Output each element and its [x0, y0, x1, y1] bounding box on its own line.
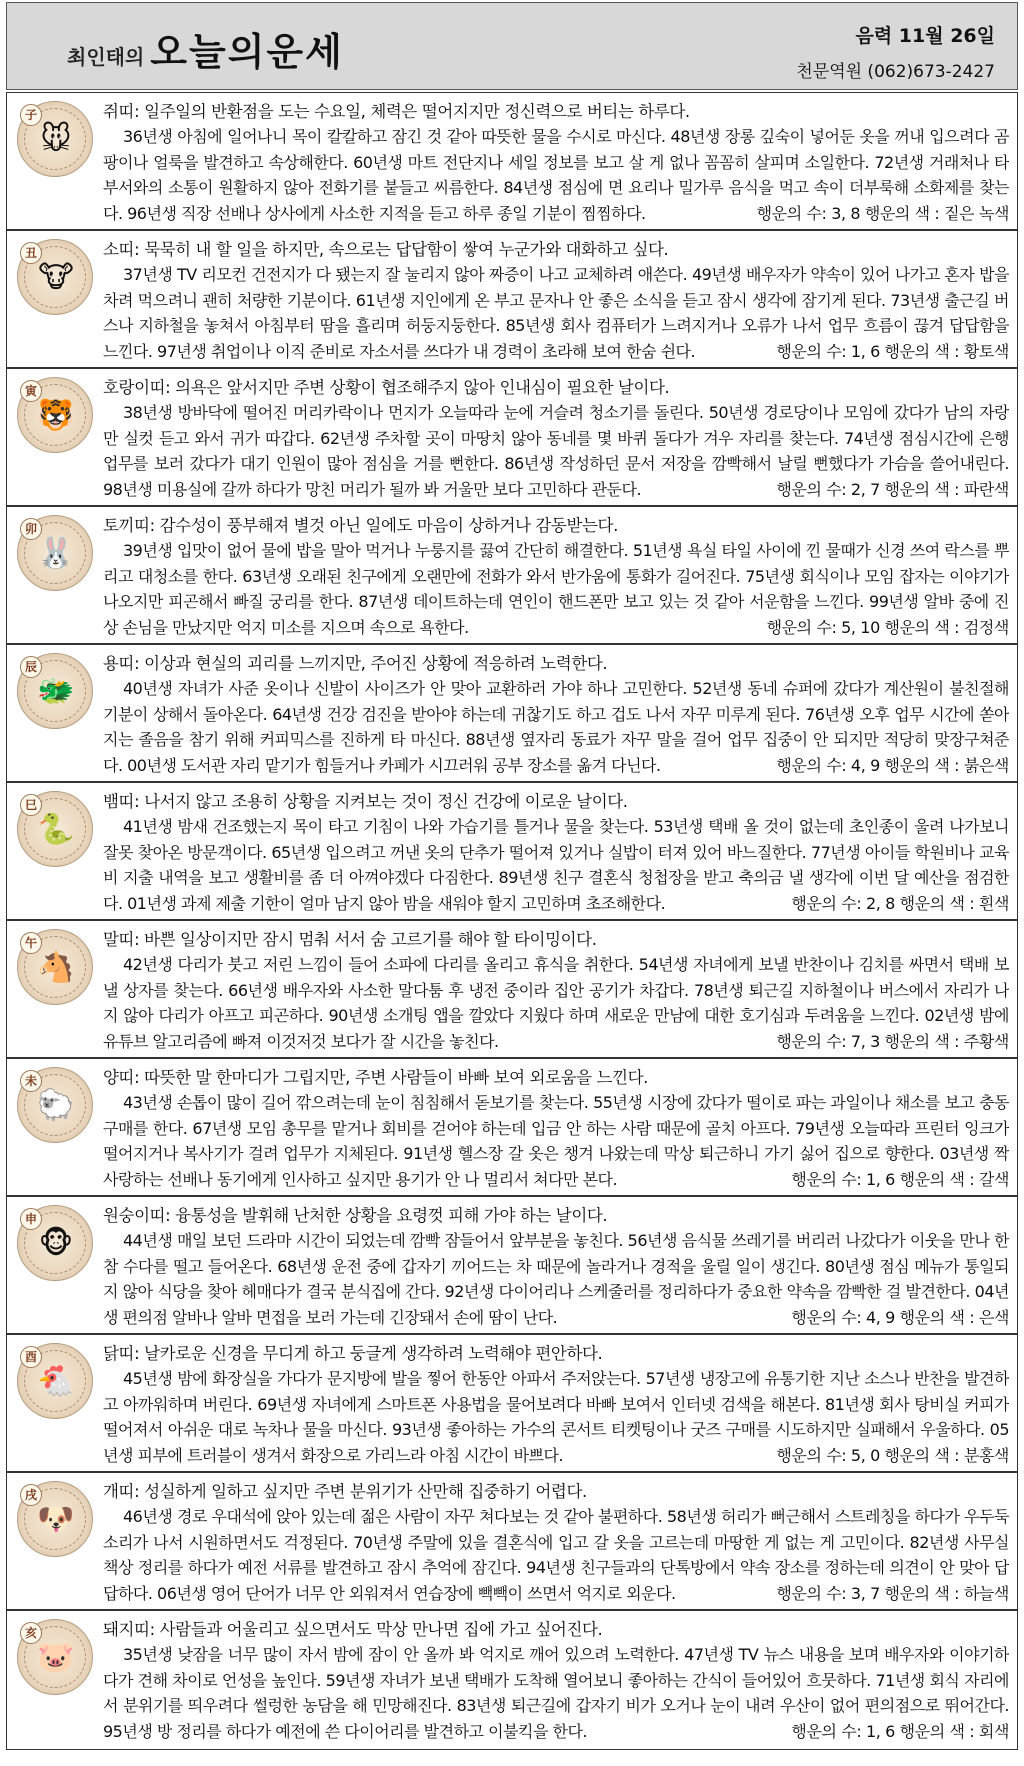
- rabbit-icon: [17, 515, 93, 591]
- fortune-content: [103, 927, 1009, 1053]
- fortune-entry: [7, 507, 1017, 645]
- fortune-headline: 닭띠: 날카로운 신경을 무디게 하고 둥글게 생각하려 노력해야 편안하다.: [103, 1344, 603, 1363]
- fortune-text: 35년생 낮잠을 너무 많이 자서 밤에 잠이 안 올까 봐 억지로 깨어 있으려 노력한다. 47년생 TV 뉴스 내용을 보며 배우자와 이야기하다가 견해 차이로 언성을 높인다. 59년생 자녀가 보낸 택배가 도착해 열어보니 좋아하는 간식이 들어있어 흐뭇하다. 71년생 회식 자리에서 분위기를 띄우려다 썰렁한 농담을 해 민망해진다. 83년생 퇴근길에 갑자기 비가 오거나 눈이 내려 우산이 없어 편의점으로 뛰어간다. 95년생 방 정리를 하다가 예전에 쓴 다이어리를 발견하고 이불킥을 한다.: [103, 1645, 1009, 1741]
- fortune-content: [103, 1341, 1009, 1467]
- brand: [67, 21, 344, 76]
- zodiac-hanja: 申: [20, 1208, 42, 1230]
- lucky-info: 행운의 수: 1, 6 행운의 색 : 회색: [791, 1721, 1009, 1741]
- fortune-list: [6, 92, 1018, 1750]
- lucky-info: 행운의 수: 1, 6 행운의 색 : 황토색: [776, 341, 1009, 361]
- pig-icon: [17, 1619, 93, 1695]
- lucky-info: 행운의 수: 3, 8 행운의 색 : 짙은 녹색: [756, 203, 1009, 223]
- zodiac-figure: 🐍: [37, 812, 75, 847]
- fortune-headline: 토끼띠: 감수성이 풍부해져 별것 아닌 일에도 마음이 상하거나 감동받는다.: [103, 516, 618, 535]
- fortune-text: 45년생 밤에 화장실을 가다가 문지방에 발을 찧어 한동안 아파서 주저앉는다. 57년생 냉장고에 유통기한 지난 소스나 반찬을 발견하고 아까워하며 버린다. 69년생 자녀에게 스마트폰 사용법을 물어보려다 바빠 보여서 인터넷 검색을 해본다. 81년생 회사 탕비실 커피가 떨어져서 아쉬운 대로 녹차나 물을 마신다. 93년생 좋아하는 가수의 콘서트 티켓팅이나 굿즈 구매를 시도하지만 실패해서 우울하다. 05년생 피부에 트러블이 생겨서 화장으로 가리느라 아침 시간이 바쁘다.: [103, 1369, 1009, 1465]
- fortune-entry: [7, 645, 1017, 783]
- zodiac-hanja: 戌: [20, 1484, 42, 1506]
- zodiac-hanja: 辰: [20, 656, 42, 678]
- fortune-entry: [7, 1059, 1017, 1197]
- rooster-icon: [17, 1343, 93, 1419]
- fortune-entry: [7, 1335, 1017, 1473]
- fortune-text: 38년생 방바닥에 떨어진 머리카락이나 먼지가 오늘따라 눈에 거슬려 청소기를 돌린다. 50년생 경로당이나 모임에 갔다가 남의 자랑만 실컷 듣고 와서 귀가 따갑다. 62년생 주차할 곳이 마땅치 않아 동네를 몇 바퀴 돌다가 겨우 자리를 찾는다. 74년생 점심시간에 은행 업무를 보러 갔다가 대기 인원이 많아 점심을 거를 뻔한다. 86년생 작성하던 문서 저장을 깜빡해서 날릴 뻔했다가 가슴을 쓸어내린다. 98년생 미용실에 갈까 하다가 망친 머리가 될까 봐 거울만 보다 고민하다 관둔다.: [103, 403, 1009, 499]
- fortune-entry: [7, 231, 1017, 369]
- fortune-entry: [7, 921, 1017, 1059]
- fortune-body: [103, 676, 1009, 778]
- zodiac-figure: 🐴: [37, 950, 75, 985]
- zodiac-hanja: 亥: [20, 1622, 42, 1644]
- fortune-body: [103, 1642, 1009, 1744]
- zodiac-hanja: 寅: [20, 380, 42, 402]
- fortune-headline: 원숭이띠: 융통성을 발휘해 난처한 상황을 요령껏 피해 가야 하는 날이다.: [103, 1206, 608, 1225]
- lucky-info: 행운의 수: 5, 0 행운의 색 : 분홍색: [776, 1445, 1009, 1465]
- dragon-icon: [17, 653, 93, 729]
- fortune-headline: 개띠: 성실하게 일하고 싶지만 주변 분위기가 산만해 집중하기 어렵다.: [103, 1482, 587, 1501]
- fortune-body: [103, 538, 1009, 640]
- zodiac-hanja: 丑: [20, 242, 42, 264]
- fortune-text: 43년생 손톱이 많이 길어 깎으려는데 눈이 침침해서 돋보기를 찾는다. 55년생 시장에 갔다가 떨이로 파는 과일이나 채소를 보고 충동구매를 한다. 67년생 모임 총무를 맡거나 회비를 걷어야 하는데 입금 안 하는 사람 때문에 골치 아프다. 79년생 오늘따라 프린터 잉크가 떨어지거나 복사기가 걸려 업무가 지체된다. 91년생 헬스장 갈 옷은 챙겨 나왔는데 막상 퇴근하니 가기 싫어 집으로 향한다. 03년생 짝사랑하는 선배나 동기에게 인사하고 싶지만 용기가 안 나 멀리서 쳐다만 본다.: [103, 1093, 1009, 1189]
- lucky-info: 행운의 수: 5, 10 행운의 색 : 검정색: [766, 617, 1009, 637]
- lucky-info: 행운의 수: 4, 9 행운의 색 : 붉은색: [776, 755, 1009, 775]
- rat-icon: [17, 101, 93, 177]
- fortune-entry: [7, 93, 1017, 231]
- brand-title: 오늘의운세: [150, 30, 344, 74]
- fortune-body: [103, 400, 1009, 502]
- fortune-content: [103, 99, 1009, 225]
- fortune-content: [103, 1203, 1009, 1329]
- zodiac-figure: 🐑: [37, 1088, 75, 1123]
- fortune-entry: [7, 1197, 1017, 1335]
- brand-prefix: 최인태의: [67, 45, 145, 69]
- fortune-text: 44년생 매일 보던 드라마 시간이 되었는데 깜빡 잠들어서 앞부분을 놓친다. 56년생 음식물 쓰레기를 버리러 나갔다가 이웃을 만나 한참 수다를 떨고 들어온다. 68년생 운전 중에 갑자기 끼어드는 차 때문에 놀라거나 경적을 울릴 일이 생긴다. 80년생 점심 메뉴가 통일되지 않아 식당을 찾아 헤매다가 결국 분식집에 간다. 92년생 다이어리나 스케줄러를 정리하다가 중요한 약속을 깜빡한 걸 발견한다. 04년생 편의점 알바나 알바 면접을 보러 가는데 긴장돼서 손에 땀이 난다.: [103, 1231, 1009, 1327]
- fortune-entry: [7, 369, 1017, 507]
- fortune-text: 41년생 밤새 건조했는지 목이 타고 기침이 나와 가습기를 틀거나 물을 찾는다. 53년생 택배 올 것이 없는데 초인종이 울려 나가보니 잘못 찾아온 방문객이다. 65년생 입으려고 꺼낸 옷의 단추가 떨어져 있거나 실밥이 터져 있어 바느질한다. 77년생 아이들 학원비나 교육비 지출 내역을 보고 생활비를 좀 더 아껴야겠다 다짐한다. 89년생 친구 결혼식 청첩장을 받고 축의금 낼 생각에 이번 달 예산을 점검한다. 01년생 과제 제출 기한이 얼마 남지 않아 밤을 새워야 할지 고민하며 초조해한다.: [103, 817, 1009, 913]
- tiger-icon: [17, 377, 93, 453]
- fortune-text: 42년생 다리가 붓고 저린 느낌이 들어 소파에 다리를 올리고 휴식을 취한다. 54년생 자녀에게 보낼 반찬이나 김치를 싸면서 택배 보낼 상자를 찾는다. 66년생 배우자와 사소한 말다툼 후 냉전 중이라 집안 공기가 차갑다. 78년생 퇴근길 지하철이나 버스에서 자리가 나지 않아 다리가 아프고 피곤하다. 90년생 소개팅 앱을 깔았다 지웠다 하며 새로운 만남에 대한 호기심과 두려움을 느낀다. 02년생 밤에 유튜브 알고리즘에 빠져 이것저것 보다가 잘 시간을 놓친다.: [103, 955, 1009, 1051]
- fortune-body: [103, 1504, 1009, 1606]
- monkey-icon: [17, 1205, 93, 1281]
- lucky-info: 행운의 수: 2, 7 행운의 색 : 파란색: [776, 479, 1009, 499]
- fortune-body: [103, 1090, 1009, 1192]
- lunar-date: 음력 11월 26일: [855, 25, 995, 47]
- snake-icon: [17, 791, 93, 867]
- zodiac-figure: 🐰: [37, 536, 75, 571]
- ox-icon: [17, 239, 93, 315]
- fortune-content: [103, 1617, 1009, 1743]
- fortune-content: [103, 1479, 1009, 1605]
- dog-icon: [17, 1481, 93, 1557]
- header: [6, 2, 1018, 90]
- zodiac-hanja: 未: [20, 1070, 42, 1092]
- fortune-body: [103, 1228, 1009, 1330]
- zodiac-figure: 🐲: [37, 674, 75, 709]
- lucky-info: 행운의 수: 7, 3 행운의 색 : 주황색: [776, 1031, 1009, 1051]
- zodiac-figure: 🐔: [37, 1364, 75, 1399]
- fortune-content: [103, 651, 1009, 777]
- fortune-text: 40년생 자녀가 사준 옷이나 신발이 사이즈가 안 맞아 교환하러 가야 하나 고민한다. 52년생 동네 슈퍼에 갔다가 계산원이 불친절해 기분이 상해서 돌아온다. 64년생 건강 검진을 받아야 하는데 귀찮기도 하고 겁도 나서 자꾸 미루게 된다. 76년생 오후 업무 시간에 쏟아지는 졸음을 참기 위해 커피믹스를 진하게 타 마신다. 88년생 옆자리 동료가 자꾸 말을 걸어 업무 집중이 안 되지만 적당히 맞장구쳐준다. 00년생 도서관 자리 맡기가 힘들거나 카페가 시끄러워 공부 장소를 옮겨 다닌다.: [103, 679, 1009, 775]
- lucky-info: 행운의 수: 3, 7 행운의 색 : 하늘색: [776, 1583, 1009, 1603]
- fortune-text: 37년생 TV 리모컨 건전지가 다 됐는지 잘 눌리지 않아 짜증이 나고 교체하려 애쓴다. 49년생 배우자가 약속이 있어 나가고 혼자 밥을 차려 먹으려니 괜히 처량한 기분이다. 61년생 지인에게 온 부고 문자나 안 좋은 소식을 듣고 잠시 생각에 잠기게 된다. 73년생 출근길 버스나 지하철을 놓쳐서 아침부터 땀을 흘리며 허둥지둥한다. 85년생 회사 컴퓨터가 느려지거나 오류가 나서 업무 흐름이 끊겨 답답함을 느낀다. 97년생 취업이나 이직 준비로 자소서를 쓰다가 내 경력이 초라해 보여 한숨 쉰다.: [103, 265, 1009, 361]
- fortune-headline: 호랑이띠: 의욕은 앞서지만 주변 상황이 협조해주지 않아 인내심이 필요한 날이다.: [103, 378, 670, 397]
- fortune-content: [103, 513, 1009, 639]
- lucky-info: 행운의 수: 2, 8 행운의 색 : 흰색: [791, 893, 1009, 913]
- fortune-entry: [7, 783, 1017, 921]
- zodiac-figure: 🐮: [38, 260, 74, 295]
- fortune-headline: 쥐띠: 일주일의 반환점을 도는 수요일, 체력은 떨어지지만 정신력으로 버티는 하루다.: [103, 102, 690, 121]
- zodiac-hanja: 酉: [20, 1346, 42, 1368]
- fortune-text: 46년생 경로 우대석에 앉아 있는데 젊은 사람이 자꾸 쳐다보는 것 같아 불편하다. 58년생 허리가 뻐근해서 스트레칭을 하다가 우두둑 소리가 나서 시원하면서도 걱정된다. 70년생 주말에 있을 결혼식에 입고 갈 옷을 고르는데 마땅한 게 없는 게 고민이다. 82년생 사무실 책상 정리를 하다가 예전 서류를 발견하고 잠시 추억에 잠긴다. 94년생 친구들과의 단톡방에서 약속 장소를 정하는데 의견이 안 맞아 답답하다. 06년생 영어 단어가 너무 안 외워져서 연습장에 빽빽이 쓰면서 억지로 외운다.: [103, 1507, 1009, 1603]
- fortune-headline: 용띠: 이상과 현실의 괴리를 느끼지만, 주어진 상황에 적응하려 노력한다.: [103, 654, 608, 673]
- zodiac-hanja: 午: [20, 932, 42, 954]
- fortune-content: [103, 237, 1009, 363]
- zodiac-hanja: 子: [20, 104, 42, 126]
- fortune-content: [103, 375, 1009, 501]
- zodiac-hanja: 卯: [20, 518, 42, 540]
- fortune-entry: [7, 1473, 1017, 1611]
- fortune-body: [103, 1366, 1009, 1468]
- contact-info: 천문역원 (062)673-2427: [796, 62, 995, 82]
- fortune-entry: [7, 1611, 1017, 1749]
- horse-icon: [17, 929, 93, 1005]
- lucky-info: 행운의 수: 1, 6 행운의 색 : 갈색: [791, 1169, 1009, 1189]
- sheep-icon: [17, 1067, 93, 1143]
- fortune-body: [103, 952, 1009, 1054]
- zodiac-figure: 🐯: [37, 398, 75, 433]
- zodiac-figure: 🐶: [37, 1502, 75, 1537]
- fortune-headline: 양띠: 따뜻한 말 한마디가 그립지만, 주변 사람들이 바빠 보여 외로움을 느낀다.: [103, 1068, 649, 1087]
- fortune-headline: 돼지띠: 사람들과 어울리고 싶으면서도 막상 만나면 집에 가고 싶어진다.: [103, 1620, 603, 1639]
- zodiac-hanja: 巳: [20, 794, 42, 816]
- fortune-headline: 뱀띠: 나서지 않고 조용히 상황을 지켜보는 것이 정신 건강에 이로운 날이다.: [103, 792, 628, 811]
- fortune-content: [103, 1065, 1009, 1191]
- fortune-content: [103, 789, 1009, 915]
- fortune-headline: 소띠: 묵묵히 내 할 일을 하지만, 속으로는 답답함이 쌓여 누군가와 대화하고 싶다.: [103, 240, 669, 259]
- fortune-text: 39년생 입맛이 없어 물에 밥을 말아 먹거나 누룽지를 끓여 간단히 해결한다. 51년생 욕실 타일 사이에 낀 물때가 신경 쓰여 락스를 뿌리고 대청소를 한다. 63년생 오래된 친구에게 오랜만에 전화가 와서 반가움에 통화가 길어진다. 75년생 회식이나 모임 잡자는 이야기가 나오지만 피곤해서 빠질 궁리를 한다. 87년생 데이트하는데 연인이 핸드폰만 보고 있는 것 같아 서운함을 느낀다. 99년생 알바 중에 진상 손님을 만났지만 억지 미소를 지으며 속으로 욕한다.: [103, 541, 1009, 637]
- zodiac-figure: 🐷: [37, 1640, 75, 1675]
- zodiac-figure: 🐵: [38, 1226, 74, 1261]
- fortune-body: [103, 262, 1009, 364]
- fortune-text: 36년생 아침에 일어나니 목이 칼칼하고 잠긴 것 같아 따뜻한 물을 수시로 마신다. 48년생 장롱 깊숙이 넣어둔 옷을 꺼내 입으려다 곰팡이나 얼룩을 발견하고 속상해한다. 60년생 마트 전단지나 세일 정보를 보고 살 게 없나 꼼꼼히 살피며 소일한다. 72년생 거래처나 타부서와의 소통이 원활하지 않아 전화기를 붙들고 씨름한다. 84년생 점심에 면 요리나 밀가루 음식을 먹고 속이 더부룩해 소화제를 찾는다. 96년생 직장 선배나 상사에게 사소한 지적을 듣고 하루 종일 기분이 찜찜하다.: [103, 127, 1009, 223]
- lucky-info: 행운의 수: 4, 9 행운의 색 : 은색: [791, 1307, 1009, 1327]
- zodiac-figure: 🐭: [40, 122, 72, 157]
- fortune-headline: 말띠: 바쁜 일상이지만 잠시 멈춰 서서 숨 고르기를 해야 할 타이밍이다.: [103, 930, 597, 949]
- fortune-body: [103, 814, 1009, 916]
- fortune-body: [103, 124, 1009, 226]
